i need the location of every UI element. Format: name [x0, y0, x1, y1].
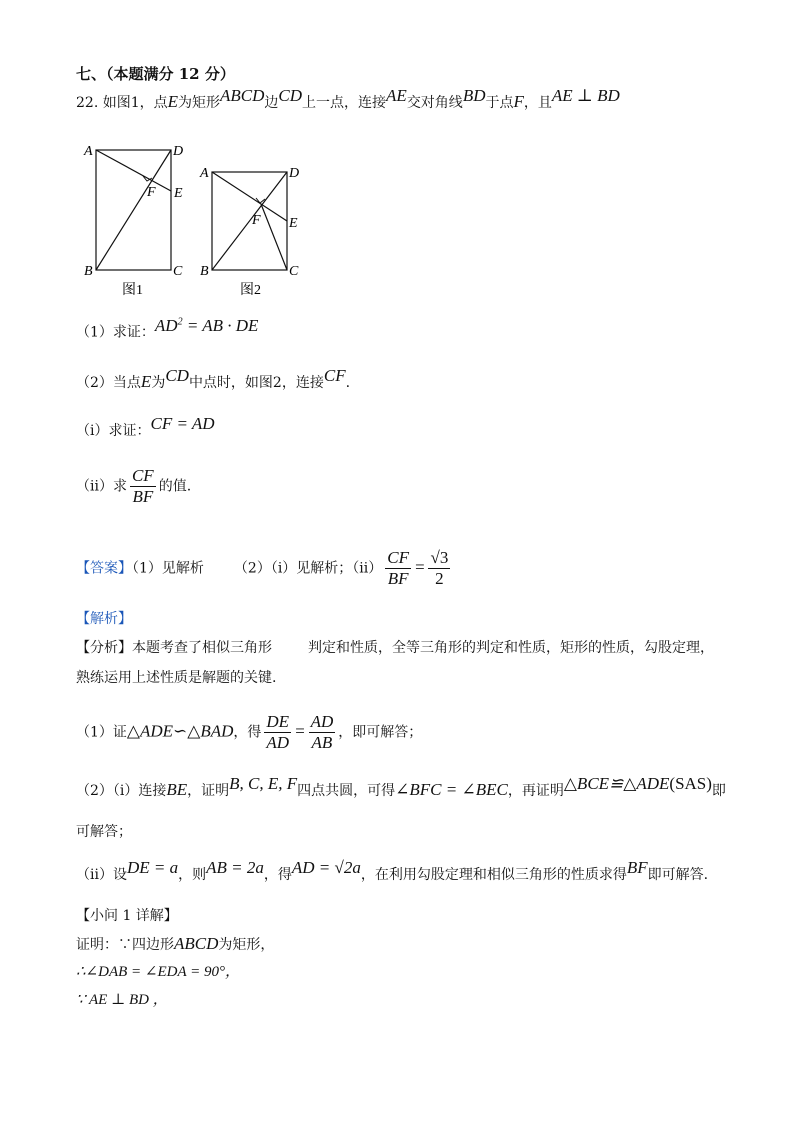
- problem-statement: 22. 如图1，点E为矩形ABCD边CD上一点，连接AE交对角线BD于点F，且AE ⊥ BD: [76, 86, 620, 111]
- fig2-label-D: D: [289, 166, 300, 181]
- fig1-caption: 图1: [122, 283, 143, 298]
- detail-line-2: ∴∠DAB = ∠EDA = 90°，: [76, 964, 240, 980]
- fig2-caption: 图2: [240, 283, 261, 298]
- analysis-label: 【解析】: [76, 611, 132, 627]
- analysis-step-2-cont: 可解答；: [76, 824, 132, 840]
- analysis-step-2: （2）（i）连接BE，证明B, C, E, F四点共圆，可得∠BFC = ∠BEC，再证明△BCE≌△ADE(SAS)即: [76, 774, 726, 799]
- question-1: （1）求证：$AD^2$ = AB · DE: [76, 315, 259, 341]
- detail-line-1: 证明：∵四边形ABCD为矩形，: [76, 934, 275, 953]
- fig1-label-E: E: [174, 186, 183, 201]
- detail-line-3: ∵ AE ⊥ BD ，: [76, 992, 168, 1008]
- fig2-label-E: E: [289, 216, 298, 231]
- fig1-label-D: D: [173, 144, 184, 159]
- geometry-figures: [76, 136, 316, 306]
- analysis-step-3: （ii）设DE = a，则AB = 2a，得AD = √2a，在利用勾股定理和相似三角形的性质求得BF即可解答.: [76, 858, 709, 883]
- fig2-label-F: F: [252, 213, 261, 228]
- analysis-fenxi-2: 熟练运用上述性质是解题的关键.: [76, 670, 277, 686]
- fig1-label-F: F: [147, 185, 156, 200]
- fig2-label-B: B: [200, 264, 209, 279]
- answer-label: 【答案】: [76, 560, 132, 577]
- fig1-label-C: C: [173, 264, 183, 279]
- fig1-label-A: A: [84, 144, 93, 159]
- analysis-step-1: （1）证△ADE∽△BAD，得 $\frac{DE}{AD}$ = $\frac{AD}{AB}$ ，即可解答；: [76, 712, 423, 752]
- question-2-i: （i）求证：CF = AD: [76, 414, 215, 439]
- answer-line: 【答案】（1）见解析 （2）（i）见解析；（ii） $\frac{CF}{BF}$ = $\frac{√3}{2}$: [76, 548, 449, 588]
- question-2-ii: （ii）求 $\frac{CF}{BF}$ 的值.: [76, 466, 192, 506]
- fig1-label-B: B: [84, 264, 93, 279]
- fraction-cf-bf: $\frac{CF}{BF}$: [131, 466, 154, 506]
- analysis-fenxi-1: 【分析】本题考查了相似三角形 判定和性质，全等三角形的判定和性质，矩形的性质，勾股定理，: [76, 640, 714, 656]
- section-title: 七、（本题满分 12 分）: [76, 65, 235, 83]
- fig2-label-A: A: [200, 166, 209, 181]
- question-2: （2）当点E为CD中点时，如图2，连接CF.: [76, 366, 351, 391]
- fig2-label-C: C: [289, 264, 299, 279]
- detail-label: 【小问 1 详解】: [76, 908, 178, 924]
- figure-1: [83, 144, 183, 298]
- figure-2: [199, 166, 299, 298]
